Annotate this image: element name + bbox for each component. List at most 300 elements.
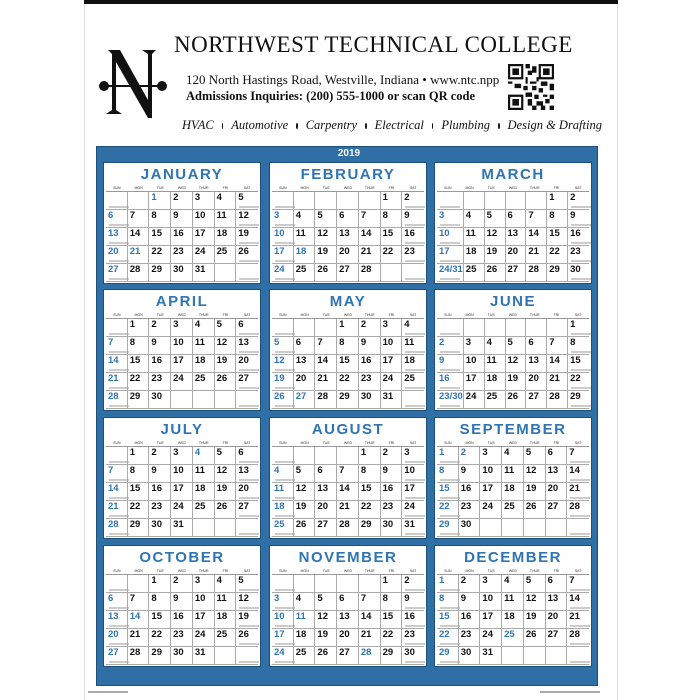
month-october: [103, 545, 261, 667]
day-cell: 6: [546, 447, 568, 465]
day-cell: 28: [106, 391, 128, 409]
weekday-label: SAT: [574, 569, 582, 573]
day-cell: 15: [437, 611, 459, 629]
weekday-label: THUR: [198, 186, 209, 190]
day-cell: 24: [480, 501, 502, 519]
weekday-label: SAT: [409, 441, 417, 445]
weekday-label: TUE: [322, 186, 330, 190]
day-cell: [337, 192, 359, 210]
holiday-note: [239, 369, 259, 371]
day-cell: 15: [149, 228, 171, 246]
day-cell: 27: [546, 501, 568, 519]
holiday-note: [405, 479, 425, 481]
day-cell: [215, 264, 237, 282]
day-cell: 26: [215, 501, 237, 519]
holiday-note: [239, 607, 259, 609]
day-cell: 17: [381, 355, 403, 373]
day-cell: [359, 575, 381, 593]
day-cell: 28: [567, 629, 589, 647]
holiday-note: [275, 625, 295, 627]
weekday-label: SUN: [279, 441, 287, 445]
day-cell: 29: [149, 264, 171, 282]
day-cell: 18: [294, 246, 316, 264]
footer-code-right: [540, 691, 600, 693]
weekday-label: TUE: [487, 186, 495, 190]
holiday-note: [405, 405, 425, 407]
day-cell: 20: [546, 483, 568, 501]
day-cell: 3: [480, 575, 502, 593]
program-item: Plumbing: [441, 118, 491, 132]
holiday-note: [239, 260, 259, 262]
day-cell: 27: [337, 647, 359, 665]
day-cell: 14: [359, 228, 381, 246]
holiday-note: [275, 479, 295, 481]
days-grid: [106, 192, 258, 282]
holiday-note: [275, 369, 295, 371]
weekday-label: MON: [134, 313, 143, 317]
holiday-note: [571, 333, 591, 335]
day-cell: 13: [294, 355, 316, 373]
holiday-note: [571, 278, 591, 280]
day-cell: 22: [337, 373, 359, 391]
day-cell: 27: [315, 519, 337, 537]
day-cell: 6: [294, 337, 316, 355]
holiday-note: [109, 625, 129, 627]
day-cell: 21: [337, 501, 359, 519]
day-cell: 26: [236, 629, 258, 647]
weekday-label: WED: [508, 569, 518, 573]
day-cell: 14: [567, 465, 589, 483]
weekday-label: SUN: [444, 441, 452, 445]
day-cell: 1: [381, 575, 403, 593]
day-cell: 16: [459, 483, 481, 501]
day-cell: [272, 447, 294, 465]
weekday-label: SUN: [279, 569, 287, 573]
days-grid: [272, 319, 424, 409]
weekday-header: [437, 568, 589, 575]
holiday-note: [440, 369, 460, 371]
holiday-note: [440, 589, 460, 591]
month-august: [269, 417, 427, 539]
day-cell: 27: [526, 391, 547, 409]
day-cell: 19: [485, 246, 506, 264]
holiday-note: [405, 387, 425, 389]
holiday-note: [239, 405, 259, 407]
holiday-note: [239, 351, 259, 353]
day-cell: [567, 647, 589, 665]
weekday-label: MON: [300, 186, 309, 190]
holiday-note: [570, 661, 590, 663]
day-cell: 13: [106, 611, 128, 629]
weekday-label: SUN: [113, 569, 121, 573]
weekday-label: TUE: [487, 441, 495, 445]
month-september: [434, 417, 592, 539]
day-cell: 8: [128, 337, 150, 355]
day-cell: 4: [193, 319, 215, 337]
day-cell: 31: [381, 391, 403, 409]
day-cell: 12: [315, 611, 337, 629]
holiday-note: [275, 224, 295, 226]
holiday-note: [405, 206, 425, 208]
day-cell: 26: [236, 246, 258, 264]
day-cell: 15: [381, 228, 403, 246]
bullet-icon: [365, 123, 367, 129]
day-cell: 16: [381, 483, 403, 501]
day-cell: 17: [193, 611, 215, 629]
day-cell: 23: [568, 246, 589, 264]
day-cell: 1: [149, 575, 171, 593]
program-item: Automotive: [231, 118, 289, 132]
weekday-label: THUR: [198, 441, 209, 445]
day-cell: [437, 319, 464, 337]
day-cell: [547, 319, 568, 337]
weekday-label: MON: [465, 441, 474, 445]
day-cell: 16: [359, 355, 381, 373]
holiday-note: [239, 224, 259, 226]
day-cell: 10: [193, 210, 215, 228]
holiday-note: [275, 333, 295, 335]
day-cell: 19: [506, 373, 527, 391]
day-cell: 5: [524, 575, 546, 593]
day-cell: 28: [315, 391, 337, 409]
day-cell: 12: [236, 210, 258, 228]
holiday-note: [440, 260, 460, 262]
day-cell: 8: [381, 593, 403, 611]
day-cell: [524, 519, 546, 537]
day-cell: 5: [215, 447, 237, 465]
day-cell: 9: [171, 210, 193, 228]
holiday-note: [571, 260, 591, 262]
weekday-label: MON: [465, 569, 474, 573]
day-cell: 18: [485, 373, 506, 391]
holiday-note: [239, 387, 259, 389]
holiday-note: [109, 479, 129, 481]
day-cell: 10: [272, 228, 294, 246]
holiday-note: [405, 278, 425, 280]
weekday-label: TUE: [156, 441, 164, 445]
day-cell: 23: [459, 501, 481, 519]
day-cell: 11: [402, 337, 424, 355]
day-cell: 1: [437, 447, 459, 465]
holiday-note: [239, 242, 259, 244]
day-cell: 16: [402, 611, 424, 629]
day-cell: 10: [381, 337, 403, 355]
month-name: SEPTEMBER: [459, 421, 567, 438]
day-cell: 17: [480, 483, 502, 501]
holiday-note: [275, 661, 295, 663]
day-cell: 5: [524, 447, 546, 465]
day-cell: 8: [128, 465, 150, 483]
day-cell: 4: [502, 575, 524, 593]
holiday-note: [405, 369, 425, 371]
weekday-label: SAT: [243, 313, 251, 317]
weekday-label: SUN: [279, 186, 287, 190]
day-cell: 30: [149, 519, 171, 537]
holiday-note: [440, 333, 460, 335]
day-cell: 31: [480, 647, 502, 665]
day-cell: 6: [526, 337, 547, 355]
weekday-label: TUE: [156, 313, 164, 317]
day-cell: 27: [236, 501, 258, 519]
holiday-note: [109, 405, 129, 407]
holiday-note: [275, 533, 295, 535]
weekday-label: THUR: [198, 569, 209, 573]
weekday-label: THUR: [529, 186, 540, 190]
day-cell: 20: [526, 373, 547, 391]
weekday-label: SAT: [243, 569, 251, 573]
day-cell: 5: [236, 575, 258, 593]
program-list: [182, 118, 602, 133]
holiday-note: [440, 515, 460, 517]
day-cell: 1: [437, 575, 459, 593]
weekday-label: WED: [177, 569, 187, 573]
month-june: [434, 289, 592, 411]
day-cell: 21: [567, 611, 589, 629]
day-cell: 5: [315, 210, 337, 228]
holiday-note: [440, 643, 460, 645]
month-name: FEBRUARY: [300, 166, 396, 183]
day-cell: 15: [128, 355, 150, 373]
day-cell: [106, 575, 128, 593]
weekday-label: WED: [343, 186, 353, 190]
holiday-note: [239, 661, 259, 663]
weekday-label: FRI: [222, 186, 229, 190]
day-cell: 17: [171, 483, 193, 501]
day-cell: 19: [524, 611, 546, 629]
bullet-icon: [432, 123, 434, 129]
bullet-icon: [222, 123, 224, 129]
holiday-note: [571, 206, 591, 208]
day-cell: [506, 192, 527, 210]
holiday-note: [570, 533, 590, 535]
day-cell: 15: [547, 228, 568, 246]
holiday-note: [239, 643, 259, 645]
holiday-note: [440, 224, 460, 226]
day-cell: 10: [464, 355, 485, 373]
month-april: [103, 289, 261, 411]
holiday-note: [405, 224, 425, 226]
weekday-label: SAT: [409, 569, 417, 573]
holiday-note: [239, 625, 259, 627]
holiday-note: [440, 461, 460, 463]
holiday-note: [239, 333, 259, 335]
weekday-label: SUN: [113, 313, 121, 317]
day-cell: 29: [149, 647, 171, 665]
day-cell: 3: [381, 319, 403, 337]
weekday-label: FRI: [553, 186, 560, 190]
weekday-label: FRI: [222, 441, 229, 445]
day-cell: 25: [193, 373, 215, 391]
weekday-label: THUR: [529, 313, 540, 317]
day-cell: 21: [106, 373, 128, 391]
holiday-note: [275, 278, 295, 280]
day-cell: 25: [215, 629, 237, 647]
weekday-label: MON: [300, 569, 309, 573]
day-cell: 20: [315, 501, 337, 519]
day-cell: 29: [547, 264, 568, 282]
day-cell: 29: [337, 391, 359, 409]
day-cell: 28: [128, 647, 150, 665]
day-cell: 13: [506, 228, 527, 246]
holiday-note: [275, 607, 295, 609]
day-cell: 2: [171, 192, 193, 210]
weekday-label: WED: [343, 441, 353, 445]
program-item: Electrical: [374, 118, 424, 132]
day-cell: 23: [171, 246, 193, 264]
day-cell: [106, 319, 128, 337]
holiday-note: [109, 224, 129, 226]
holiday-note: [405, 589, 425, 591]
holiday-note: [571, 387, 591, 389]
day-cell: [215, 647, 237, 665]
day-cell: 17: [437, 246, 464, 264]
day-cell: 3: [272, 593, 294, 611]
day-cell: 24: [272, 647, 294, 665]
weekday-label: SAT: [574, 441, 582, 445]
day-cell: 23: [402, 629, 424, 647]
day-cell: [272, 319, 294, 337]
day-cell: [381, 264, 403, 282]
weekday-label: SAT: [574, 313, 582, 317]
holiday-note: [109, 333, 129, 335]
day-cell: [294, 575, 316, 593]
holiday-note: [239, 206, 259, 208]
day-cell: 29: [128, 391, 150, 409]
day-cell: 22: [381, 629, 403, 647]
day-cell: 15: [359, 483, 381, 501]
month-name: NOVEMBER: [298, 549, 398, 566]
day-cell: 29: [128, 519, 150, 537]
day-cell: 7: [359, 210, 381, 228]
day-cell: 13: [106, 228, 128, 246]
day-cell: 25: [402, 373, 424, 391]
holiday-note: [440, 206, 460, 208]
weekday-label: WED: [177, 441, 187, 445]
weekday-header: [437, 312, 589, 319]
day-cell: 26: [524, 629, 546, 647]
days-grid: [106, 319, 258, 409]
day-cell: [294, 192, 316, 210]
day-cell: 20: [294, 373, 316, 391]
day-cell: 15: [381, 611, 403, 629]
day-cell: 25: [502, 501, 524, 519]
day-cell: 25: [294, 647, 316, 665]
day-cell: 24: [193, 629, 215, 647]
weekday-header: [437, 440, 589, 447]
holiday-note: [109, 533, 129, 535]
holiday-note: [239, 497, 259, 499]
holiday-note: [570, 515, 590, 517]
day-cell: 19: [215, 355, 237, 373]
day-cell: 14: [547, 355, 568, 373]
day-cell: [506, 319, 527, 337]
day-cell: 23: [149, 501, 171, 519]
weekday-label: TUE: [487, 313, 495, 317]
day-cell: 1: [128, 447, 150, 465]
day-cell: 6: [546, 575, 568, 593]
day-cell: 2: [459, 575, 481, 593]
day-cell: 29: [437, 647, 459, 665]
day-cell: 11: [215, 593, 237, 611]
days-grid: [437, 192, 589, 282]
weekday-label: FRI: [388, 441, 395, 445]
day-cell: 26: [524, 501, 546, 519]
holiday-note: [239, 589, 259, 591]
day-cell: 14: [128, 228, 150, 246]
day-cell: 22: [149, 629, 171, 647]
day-cell: 3: [193, 575, 215, 593]
day-cell: [464, 319, 485, 337]
day-cell: 30: [171, 647, 193, 665]
day-cell: 19: [215, 483, 237, 501]
day-cell: [106, 447, 128, 465]
day-cell: 25: [193, 501, 215, 519]
day-cell: 23/30: [437, 391, 464, 409]
day-cell: 20: [106, 246, 128, 264]
day-cell: 12: [272, 355, 294, 373]
day-cell: 16: [149, 355, 171, 373]
day-cell: [502, 519, 524, 537]
holiday-note: [570, 479, 590, 481]
day-cell: 26: [506, 391, 527, 409]
month-name: AUGUST: [311, 421, 385, 438]
day-cell: 12: [215, 337, 237, 355]
day-cell: 24: [402, 501, 424, 519]
weekday-label: FRI: [388, 313, 395, 317]
weekday-label: SUN: [444, 186, 452, 190]
day-cell: 22: [128, 373, 150, 391]
day-cell: 30: [171, 264, 193, 282]
month-december: [434, 545, 592, 667]
day-cell: 9: [568, 210, 589, 228]
day-cell: 23: [402, 246, 424, 264]
day-cell: 3: [437, 210, 464, 228]
day-cell: 6: [236, 319, 258, 337]
month-may: [269, 289, 427, 411]
day-cell: 27: [106, 647, 128, 665]
weekday-label: SUN: [444, 569, 452, 573]
day-cell: 13: [315, 483, 337, 501]
day-cell: 18: [215, 228, 237, 246]
day-cell: 11: [502, 465, 524, 483]
college-title: NORTHWEST TECHNICAL COLLEGE: [174, 32, 573, 57]
day-cell: 10: [171, 337, 193, 355]
day-cell: 16: [171, 228, 193, 246]
holiday-note: [405, 333, 425, 335]
day-cell: 12: [506, 355, 527, 373]
month-name: MAY: [329, 293, 367, 310]
weekday-label: TUE: [322, 313, 330, 317]
program-item: Design & Drafting: [507, 118, 602, 132]
bullet-icon: [498, 123, 500, 129]
day-cell: 2: [437, 337, 464, 355]
holiday-note: [109, 260, 129, 262]
weekday-label: THUR: [364, 441, 375, 445]
day-cell: 17: [193, 228, 215, 246]
day-cell: 8: [359, 465, 381, 483]
day-cell: 30: [459, 519, 481, 537]
day-cell: 21: [128, 629, 150, 647]
holiday-note: [405, 643, 425, 645]
day-cell: [315, 575, 337, 593]
holiday-note: [109, 351, 129, 353]
day-cell: 19: [294, 501, 316, 519]
weekday-header: [272, 440, 424, 447]
day-cell: 1: [568, 319, 589, 337]
day-cell: 6: [236, 447, 258, 465]
day-cell: 7: [567, 575, 589, 593]
day-cell: [294, 319, 316, 337]
